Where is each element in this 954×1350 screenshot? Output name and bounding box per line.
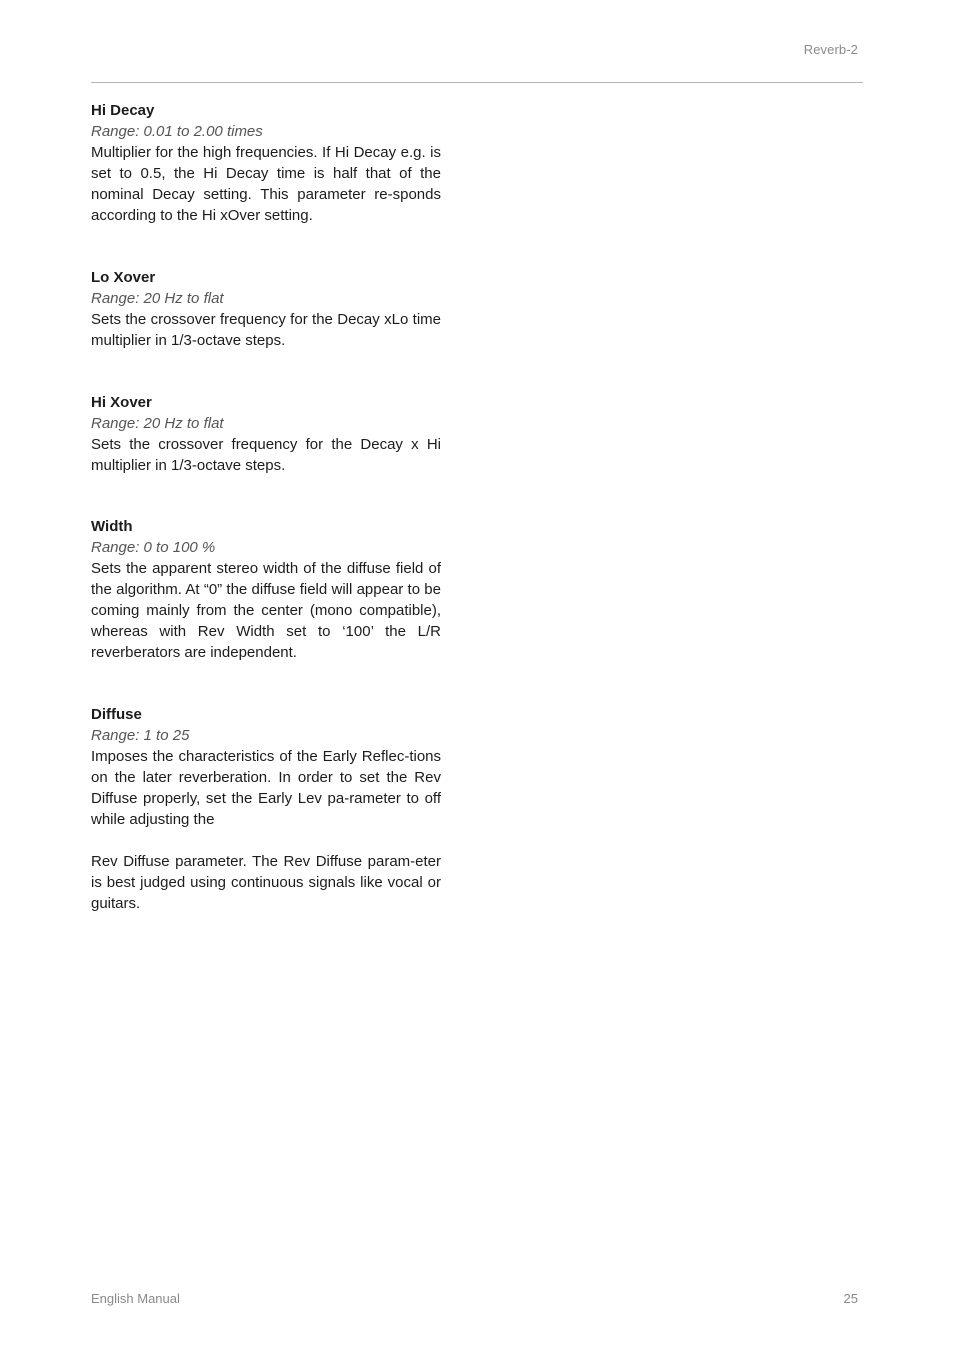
section-title: Width — [91, 518, 133, 535]
section-description: Multiplier for the high frequencies. If Hi Decay e.g. is set to 0.5, the Hi Decay time is half that of the nominal Decay setting. This parameter re-sponds according to the Hi xOver setting. — [91, 144, 441, 224]
section-range: Range: 20 Hz to flat — [91, 290, 224, 307]
section-description: Imposes the characteristics of the Early Reflec-tions on the later reverberation. In order to set the Rev Diffuse properly, set the Early Lev pa-rameter to off while adjusting the — [91, 748, 441, 828]
section-diffuse — [91, 704, 441, 914]
section-title: Hi Xover — [91, 394, 152, 411]
header-divider — [91, 82, 863, 83]
section-hi-decay — [91, 100, 441, 226]
footer-manual-label: English Manual — [91, 1291, 180, 1306]
section-hi-xover — [91, 392, 441, 476]
section-range: Range: 20 Hz to flat — [91, 415, 224, 432]
section-range: Range: 0 to 100 % — [91, 539, 216, 556]
content-column — [91, 100, 441, 955]
section-range: Range: 0.01 to 2.00 times — [91, 123, 263, 140]
section-description-continued: Rev Diffuse parameter. The Rev Diffuse param-eter is best judged using continuous signals like vocal or guitars. — [91, 853, 441, 912]
section-range: Range: 1 to 25 — [91, 727, 190, 744]
section-title: Diffuse — [91, 706, 142, 723]
footer-page-number: 25 — [843, 1291, 858, 1306]
section-description: Sets the crossover frequency for the Decay x Hi multiplier in 1/3-octave steps. — [91, 436, 441, 474]
section-width — [91, 516, 441, 663]
section-title: Hi Decay — [91, 102, 155, 119]
section-description: Sets the crossover frequency for the Decay xLo time multiplier in 1/3-octave steps. — [91, 311, 441, 349]
section-title: Lo Xover — [91, 269, 156, 286]
section-lo-xover — [91, 267, 441, 351]
running-header: Reverb-2 — [803, 42, 858, 57]
section-description: Sets the apparent stereo width of the diffuse field of the algorithm. At “0” the diffuse field will appear to be coming mainly from the center (mono compatible), whereas with Rev Width set to ‘100’ the L/R reverberators are independent. — [91, 560, 441, 661]
